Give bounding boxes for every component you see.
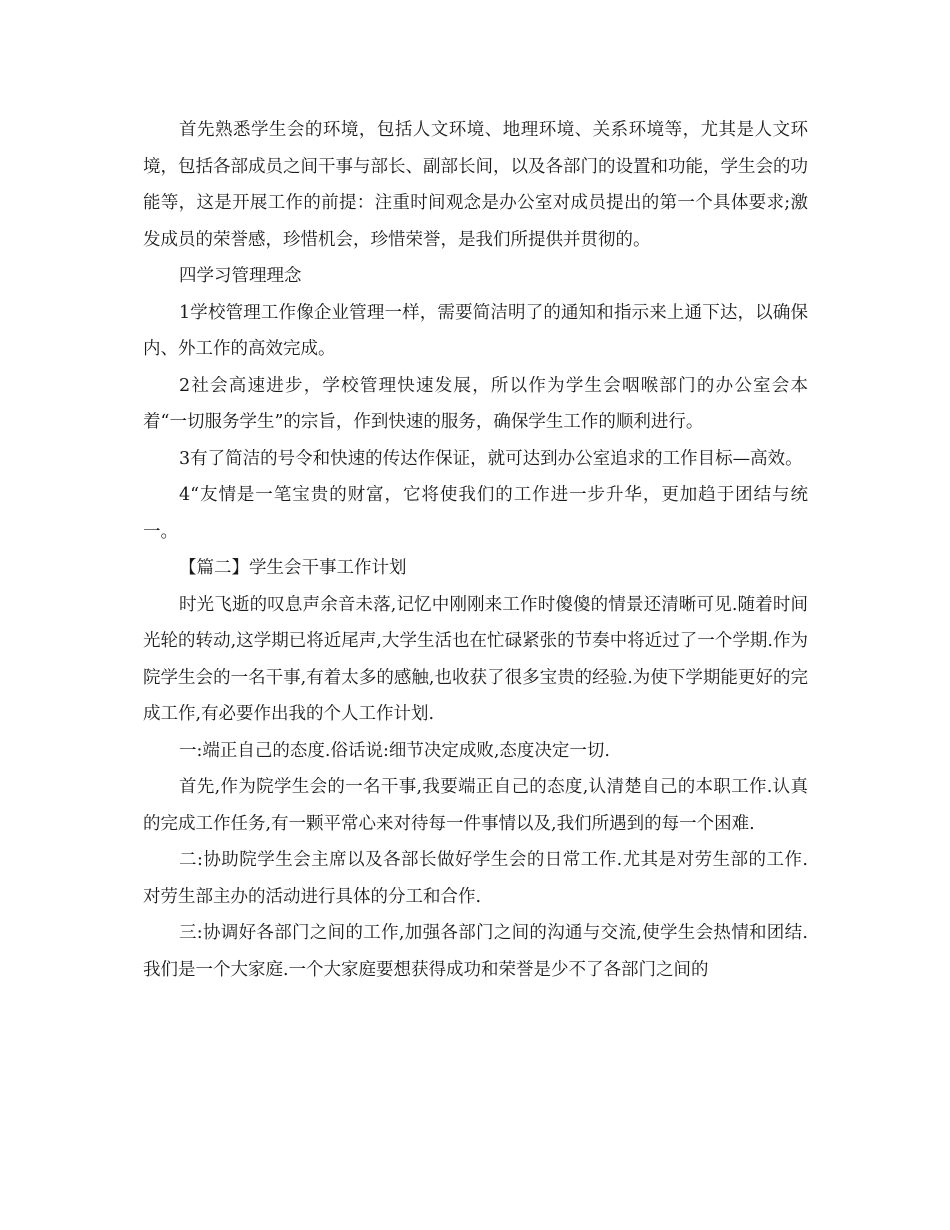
paragraph-item-two: 二:协助院学生会主席以及各部长做好学生会的日常工作.尤其是对劳生部的工作.对劳生部主办的活动进行具体的分工和合作. <box>143 850 808 907</box>
paragraph-point-1: 1学校管理工作像企业管理一样，需要简洁明了的通知和指示来上通下达，以确保内、外工作的高效完成。 <box>143 302 808 359</box>
paragraph-point-2: 2社会高速进步，学校管理快速发展，所以作为学生会咽喉部门的办公室会本着“一切服务学生”的宗旨，作到快速的服务，确保学生工作的顺利进行。 <box>143 375 808 432</box>
paragraph-time-flies: 时光飞逝的叹息声余音未落,记忆中刚刚来工作时傻傻的情景还清晰可见.随着时间光轮的转动,这学期已将近尾声,大学生活也在忙碌紧张的节奏中将近过了一个学期.作为院学生会的一名干事,有着太多的感触,也收获了很多宝贵的经验.为使下学期能更好的完成工作,有必要作出我的个人工作计划. <box>143 594 808 724</box>
paragraph-item-one: 一:端正自己的态度.俗话说:细节决定成败,态度决定一切. <box>179 740 610 761</box>
paragraph-intro-environment: 首先熟悉学生会的环境，包括人文环境、地理环境、关系环境等，尤其是人文环境，包括各部成员之间干事与部长、副部长间，以及各部门的设置和功能，学生会的功能等，这是开展工作的前提：注重时间观念是办公室对成员提出的第一个具体要求;激发成员的荣誉感，珍惜机会，珍惜荣誉，是我们所提供并贯彻的。 <box>143 120 808 250</box>
section-heading-management-concept: 四学习管理理念 <box>179 266 302 286</box>
paragraph-first-of-all: 首先,作为院学生会的一名干事,我要端正自己的态度,认清楚自己的本职工作.认真的完成工作任务,有一颗平常心来对待每一件事情以及,我们所遇到的每一个困难. <box>143 777 808 834</box>
paragraph-point-4: 4“友情是一笔宝贵的财富，它将使我们的工作进一步升华，更加趋于团结与统一。 <box>143 485 808 542</box>
document-body <box>143 112 808 988</box>
paragraph-point-3: 3有了简洁的号令和快速的传达作保证，就可达到办公室追求的工作目标—高效。 <box>179 448 803 469</box>
section-heading-part-two: 【篇二】学生会干事工作计划 <box>179 558 407 578</box>
paragraph-item-three: 三:协调好各部门之间的工作,加强各部门之间的沟通与交流,使学生会热情和团结.我们是一个大家庭.一个大家庭要想获得成功和荣誉是少不了各部门之间的 <box>143 923 808 980</box>
